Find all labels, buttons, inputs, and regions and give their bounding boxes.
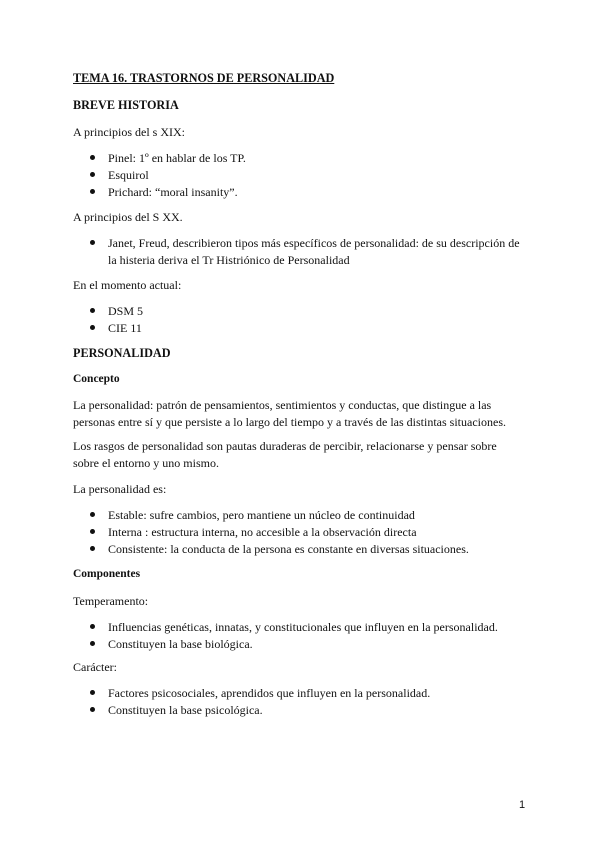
list-item: DSM 5 xyxy=(108,304,144,318)
bullet-icon xyxy=(90,325,95,330)
bullet-icon xyxy=(90,641,95,646)
bullet-icon xyxy=(90,546,95,551)
bullet-icon xyxy=(90,512,95,517)
subheading-concepto: Concepto xyxy=(73,373,120,385)
subheading-componentes: Componentes xyxy=(73,568,141,580)
list-item: Constituyen la base biológica. xyxy=(108,637,253,651)
list-item: Influencias genéticas, innatas, y constitucionales que influyen en la personalidad. xyxy=(108,620,498,634)
list-item: Estable: sufre cambios, pero mantiene un núcleo de continuidad xyxy=(108,508,415,522)
list-item: Interna : estructura interna, no accesible a la observación directa xyxy=(108,525,417,539)
bullet-icon xyxy=(90,690,95,695)
list-item: Constituyen la base psicológica. xyxy=(108,703,263,717)
page-number: 1 xyxy=(519,799,526,811)
bullet-icon xyxy=(90,240,95,245)
paragraph-intro-now: En el momento actual: xyxy=(73,278,182,292)
list-item: Pinel: 1º en hablar de los TP. xyxy=(108,151,246,165)
bullet-icon xyxy=(90,172,95,177)
paragraph-intro-19: A principios del s XIX: xyxy=(73,125,185,139)
bullet-icon xyxy=(90,155,95,160)
paragraph-line: sobre el entorno y uno mismo. xyxy=(73,456,219,470)
paragraph-line: La personalidad: patrón de pensamientos, sentimientos y conductas, que distingue a las xyxy=(73,398,492,412)
bullet-icon xyxy=(90,624,95,629)
label-temperamento: Temperamento: xyxy=(73,594,149,608)
bullet-icon xyxy=(90,707,95,712)
bullet-icon xyxy=(90,189,95,194)
list-item-line2: la histeria deriva el Tr Histriónico de Personalidad xyxy=(108,253,350,267)
list-item: Esquirol xyxy=(108,168,149,182)
bullet-icon xyxy=(90,529,95,534)
list-item: Prichard: “moral insanity”. xyxy=(108,185,238,199)
list-item-line1: Janet, Freud, describieron tipos más específicos de personalidad: de su descripción de xyxy=(108,236,520,250)
paragraph-intro-20: A principios del S XX. xyxy=(73,210,183,224)
list-item: CIE 11 xyxy=(108,321,142,335)
paragraph-line: personas entre sí y que persiste a lo largo del tiempo y a través de las distintas situaciones. xyxy=(73,415,507,429)
section-heading-breve-historia: BREVE HISTORIA xyxy=(73,98,179,112)
paragraph-intro-es: La personalidad es: xyxy=(73,482,167,496)
label-caracter: Carácter: xyxy=(73,660,117,674)
list-item: Factores psicosociales, aprendidos que influyen en la personalidad. xyxy=(108,686,431,700)
section-heading-personalidad: PERSONALIDAD xyxy=(73,346,171,360)
document-title: TEMA 16. TRASTORNOS DE PERSONALIDAD xyxy=(73,71,335,85)
paragraph-line: Los rasgos de personalidad son pautas duraderas de percibir, relacionarse y pensar sobre xyxy=(73,439,497,453)
list-item: Consistente: la conducta de la persona es constante en diversas situaciones. xyxy=(108,542,469,556)
bullet-icon xyxy=(90,308,95,313)
